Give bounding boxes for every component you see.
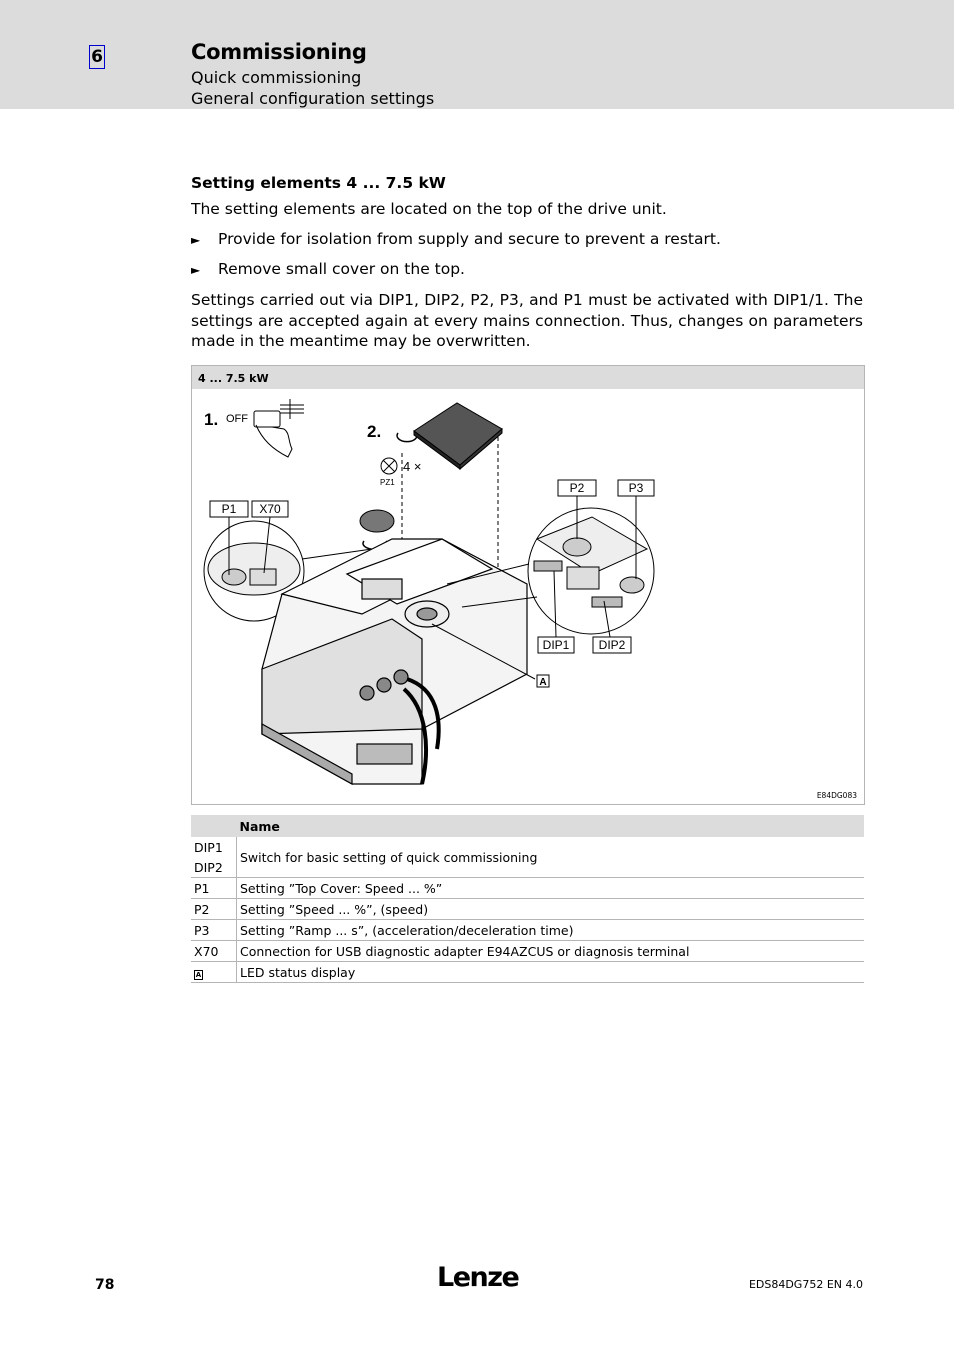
step-1-label: 1. (204, 410, 219, 429)
bullet-item (191, 260, 465, 278)
label-p1: P1 (221, 502, 237, 516)
table-row (191, 837, 864, 857)
legend-key: DIP2 (191, 857, 237, 878)
small-cover-icon (414, 403, 502, 469)
screw-icon (381, 458, 397, 474)
legend-key: X70 (191, 941, 237, 962)
legend-key: P2 (191, 899, 237, 920)
legend-desc: Connection for USB diagnostic adapter E94AZCUS or diagnosis terminal (237, 941, 865, 962)
off-label: OFF (226, 413, 248, 425)
page-number: 78 (95, 1277, 115, 1293)
drive-unit-illustration (192, 389, 864, 804)
chapter-number[interactable]: 6 (89, 45, 105, 69)
table-row (191, 878, 864, 899)
table-row (191, 899, 864, 920)
bullet-item (191, 230, 721, 248)
legend-header-name: Name (237, 815, 865, 837)
legend-header-row (191, 815, 864, 837)
body-paragraph: Settings carried out via DIP1, DIP2, P2, P3, and P1 must be activated with DIP1/1. The settings are accepted again at every mains connection. Thus, changes on parameters made in the meantime may be overwritten. (191, 291, 863, 350)
legend-header-key (191, 815, 237, 837)
intro-text: The setting elements are located on the top of the drive unit. (191, 200, 667, 218)
switch-off-icon (254, 399, 304, 457)
screw-type: PZ1 (380, 478, 395, 487)
legend-desc: Switch for basic setting of quick commissioning (237, 837, 865, 878)
bullet-arrow-icon: ► (191, 263, 201, 277)
chapter-title: Commissioning (191, 40, 367, 64)
label-dip2: DIP2 (598, 638, 626, 652)
subtitle-general-config: General configuration settings (191, 89, 435, 108)
label-p2: P2 (569, 481, 585, 495)
header-band (0, 0, 954, 109)
legend-table (191, 815, 864, 983)
label-p3: P3 (628, 481, 644, 495)
figure-setting-elements (191, 365, 865, 805)
lenze-logo: Lenze (437, 1262, 519, 1293)
subtitle-quick-commissioning: Quick commissioning (191, 68, 362, 87)
legend-key: P1 (191, 878, 237, 899)
figure-code: E84DG083 (816, 791, 857, 800)
label-x70: X70 (259, 502, 281, 516)
label-dip1: DIP1 (542, 638, 570, 652)
bullet-text: Remove small cover on the top. (218, 260, 465, 278)
legend-key: P3 (191, 920, 237, 941)
legend-key (191, 962, 237, 983)
bullet-arrow-icon: ► (191, 233, 201, 247)
plug-cap-icon (360, 510, 394, 532)
section-title: Setting elements 4 ... 7.5 kW (191, 174, 446, 192)
bullet-text: Provide for isolation from supply and secure to prevent a restart. (218, 230, 721, 248)
table-row (191, 962, 864, 983)
legend-desc: LED status display (237, 962, 865, 983)
legend-desc: Setting ”Speed ... %”, (speed) (237, 899, 865, 920)
legend-key: DIP1 (191, 837, 237, 857)
table-row (191, 941, 864, 962)
legend-desc: Setting ”Ramp ... s”, (acceleration/deceleration time) (237, 920, 865, 941)
legend-desc: Setting ”Top Cover: Speed ... %” (237, 878, 865, 899)
document-reference: EDS84DG752 EN 4.0 (748, 1278, 863, 1291)
table-row (191, 920, 864, 941)
figure-header: 4 ... 7.5 kW (192, 366, 864, 389)
label-a: A (539, 677, 547, 688)
step-2-label: 2. (367, 422, 382, 441)
led-a-icon: A (195, 970, 202, 979)
screw-count: 4 × (403, 459, 422, 474)
